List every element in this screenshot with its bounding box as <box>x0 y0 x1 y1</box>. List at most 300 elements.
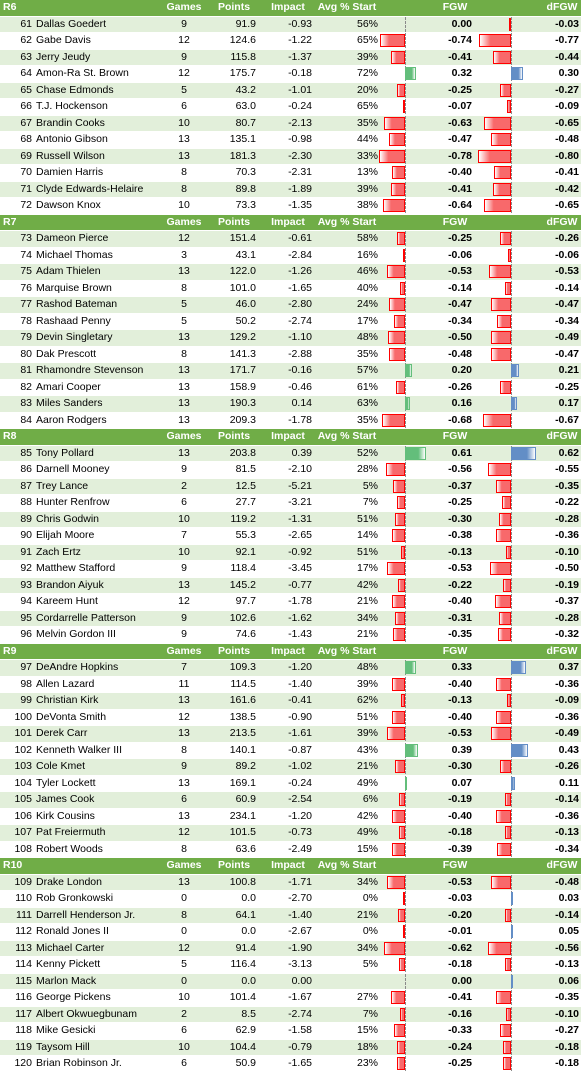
impact-cell: -3.21 <box>260 495 316 512</box>
fgw-header[interactable]: FGW <box>432 643 478 660</box>
fgw-bar <box>378 940 432 957</box>
dfgw-bar-fill <box>505 826 510 839</box>
player-name: Darrell Henderson Jr. <box>32 907 160 924</box>
games-header[interactable]: Games <box>160 0 208 16</box>
player-row <box>0 594 581 611</box>
axis-line <box>511 759 512 774</box>
dfgw-bar-fill <box>488 942 511 955</box>
rank-cell: 100 <box>0 709 32 726</box>
impact-cell: -2.49 <box>260 841 316 858</box>
dfgw-value: 0.11 <box>543 775 581 792</box>
player-row <box>0 1006 581 1023</box>
dfgw-bar <box>478 924 543 941</box>
fgw-bar-fill <box>405 67 416 80</box>
impact-cell: -2.80 <box>260 297 316 314</box>
axis-line <box>405 132 406 147</box>
impact-cell: -1.89 <box>260 181 316 198</box>
fgw-header[interactable]: FGW <box>432 0 478 16</box>
points-cell: 50.9 <box>208 1056 260 1073</box>
dfgw-value: -0.44 <box>543 49 581 66</box>
avg-start-header[interactable]: Avg % Start <box>316 858 378 875</box>
dfgw-value: -0.35 <box>543 990 581 1007</box>
dfgw-bar-fill <box>500 232 511 245</box>
fgw-value: 0.00 <box>432 16 478 33</box>
impact-header[interactable]: Impact <box>260 643 316 660</box>
fgw-bar-fill <box>398 909 405 922</box>
avg-start-cell: 61% <box>316 379 378 396</box>
dfgw-bar <box>478 313 543 330</box>
dfgw-value: -0.27 <box>543 1023 581 1040</box>
dfgw-bar-fill <box>505 282 511 295</box>
player-row <box>0 1056 581 1073</box>
games-cell: 13 <box>160 808 208 825</box>
player-name: Kenny Pickett <box>32 957 160 974</box>
rank-cell: 61 <box>0 16 32 33</box>
axis-line <box>405 182 406 197</box>
player-row <box>0 363 581 380</box>
axis-line <box>511 231 512 246</box>
avg-start-cell: 28% <box>316 462 378 479</box>
fgw-bar <box>378 264 432 281</box>
impact-header[interactable]: Impact <box>260 858 316 875</box>
axis-line <box>405 792 406 807</box>
avg-start-cell: 62% <box>316 693 378 710</box>
rank-cell: 110 <box>0 891 32 908</box>
avg-start-cell: 57% <box>316 363 378 380</box>
avg-start-cell: 49% <box>316 775 378 792</box>
fgw-bar-fill <box>395 612 405 625</box>
games-cell: 2 <box>160 478 208 495</box>
dfgw-bar <box>478 495 543 512</box>
avg-start-header[interactable]: Avg % Start <box>316 643 378 660</box>
dfgw-bar <box>478 99 543 116</box>
avg-start-cell: 17% <box>316 561 378 578</box>
axis-line <box>405 545 406 560</box>
dfgw-bar-fill <box>505 793 511 806</box>
games-cell: 5 <box>160 957 208 974</box>
axis-line <box>405 809 406 824</box>
games-cell: 9 <box>160 561 208 578</box>
impact-cell: -1.40 <box>260 676 316 693</box>
player-row <box>0 379 581 396</box>
avg-start-cell: 5% <box>316 478 378 495</box>
impact-cell: -0.61 <box>260 231 316 248</box>
rank-cell: 70 <box>0 165 32 182</box>
rank-cell: 88 <box>0 495 32 512</box>
fgw-value: -0.56 <box>432 462 478 479</box>
fgw-bar-fill <box>405 661 416 674</box>
axis-line <box>405 990 406 1005</box>
dfgw-bar-fill <box>491 331 511 344</box>
dfgw-bar-fill <box>508 249 510 262</box>
games-cell: 13 <box>160 693 208 710</box>
points-cell: 171.7 <box>208 363 260 380</box>
player-row <box>0 462 581 479</box>
games-cell: 12 <box>160 33 208 50</box>
player-row <box>0 396 581 413</box>
avg-start-cell: 42% <box>316 577 378 594</box>
games-cell: 13 <box>160 396 208 413</box>
avg-start-cell: 5% <box>316 957 378 974</box>
avg-start-cell: 20% <box>316 82 378 99</box>
points-cell: 100.8 <box>208 874 260 891</box>
player-name: Amon-Ra St. Brown <box>32 66 160 83</box>
points-cell: 64.1 <box>208 907 260 924</box>
dfgw-bar-fill <box>505 958 510 971</box>
fgw-bar <box>378 66 432 83</box>
player-name: Clyde Edwards-Helaire <box>32 181 160 198</box>
header-spacer <box>478 0 543 16</box>
dfgw-value: 0.37 <box>543 660 581 677</box>
fgw-header[interactable]: FGW <box>432 214 478 231</box>
rank-cell: 73 <box>0 231 32 248</box>
points-cell: 209.3 <box>208 412 260 429</box>
avg-start-cell: 39% <box>316 181 378 198</box>
dfgw-bar <box>478 676 543 693</box>
games-cell: 6 <box>160 99 208 116</box>
player-row <box>0 49 581 66</box>
fgw-bar <box>378 363 432 380</box>
avg-start-cell: 63% <box>316 396 378 413</box>
points-cell: 135.1 <box>208 132 260 149</box>
player-row <box>0 940 581 957</box>
avg-start-header[interactable]: Avg % Start <box>316 214 378 231</box>
player-row <box>0 891 581 908</box>
avg-start-cell: 15% <box>316 1023 378 1040</box>
player-name: Aaron Rodgers <box>32 412 160 429</box>
impact-cell: -2.30 <box>260 148 316 165</box>
dfgw-value: -0.28 <box>543 610 581 627</box>
games-header[interactable]: Games <box>160 429 208 446</box>
points-header[interactable]: Points <box>208 214 260 231</box>
fgw-bar-fill <box>382 414 405 427</box>
avg-start-cell: 56% <box>316 16 378 33</box>
points-cell: 0.0 <box>208 973 260 990</box>
axis-line <box>405 842 406 857</box>
axis-line <box>405 611 406 626</box>
player-name: Dak Prescott <box>32 346 160 363</box>
player-name: Damien Harris <box>32 165 160 182</box>
dfgw-bar <box>478 1023 543 1040</box>
fgw-bar-fill <box>379 150 405 163</box>
games-cell: 8 <box>160 907 208 924</box>
games-header[interactable]: Games <box>160 214 208 231</box>
fgw-bar-fill <box>405 364 412 377</box>
points-cell: 151.4 <box>208 231 260 248</box>
dfgw-bar-fill <box>511 925 513 938</box>
player-row <box>0 874 581 891</box>
avg-start-header[interactable]: Avg % Start <box>316 0 378 16</box>
points-cell: 109.3 <box>208 660 260 677</box>
impact-cell: -5.21 <box>260 478 316 495</box>
avg-start-cell: 48% <box>316 330 378 347</box>
dfgw-bar-fill <box>496 810 511 823</box>
dfgw-bar <box>478 148 543 165</box>
games-cell: 11 <box>160 676 208 693</box>
dfgw-value: -0.41 <box>543 165 581 182</box>
player-name: Marlon Mack <box>32 973 160 990</box>
fgw-bar <box>378 792 432 809</box>
player-name: Amari Cooper <box>32 379 160 396</box>
points-header[interactable]: Points <box>208 429 260 446</box>
player-row <box>0 445 581 462</box>
games-cell: 12 <box>160 940 208 957</box>
fgw-bar-fill <box>395 513 405 526</box>
games-cell: 13 <box>160 874 208 891</box>
player-row <box>0 330 581 347</box>
rank-cell: 80 <box>0 346 32 363</box>
impact-cell: -0.92 <box>260 544 316 561</box>
dfgw-value: 0.43 <box>543 742 581 759</box>
games-cell: 9 <box>160 627 208 644</box>
avg-start-cell: 14% <box>316 528 378 545</box>
fgw-bar <box>378 693 432 710</box>
fgw-bar-fill <box>392 810 406 823</box>
fgw-bar <box>378 247 432 264</box>
points-cell: 115.8 <box>208 49 260 66</box>
dfgw-value: -0.18 <box>543 1039 581 1056</box>
dfgw-header[interactable]: dFGW <box>543 643 581 660</box>
games-cell: 13 <box>160 577 208 594</box>
avg-start-cell: 34% <box>316 610 378 627</box>
axis-line <box>511 83 512 98</box>
games-cell: 9 <box>160 16 208 33</box>
dfgw-bar <box>478 66 543 83</box>
axis-line <box>511 957 512 972</box>
dfgw-bar <box>478 1006 543 1023</box>
fgw-bar <box>378 990 432 1007</box>
player-name: Russell Wilson <box>32 148 160 165</box>
impact-cell: -2.84 <box>260 247 316 264</box>
impact-cell: -1.20 <box>260 660 316 677</box>
dfgw-bar <box>478 693 543 710</box>
points-cell: 80.7 <box>208 115 260 132</box>
dfgw-bar <box>478 561 543 578</box>
player-row <box>0 957 581 974</box>
player-row <box>0 973 581 990</box>
dfgw-value: -0.65 <box>543 115 581 132</box>
dfgw-bar-fill <box>491 298 510 311</box>
player-name: Elijah Moore <box>32 528 160 545</box>
player-row <box>0 511 581 528</box>
points-cell: 74.6 <box>208 627 260 644</box>
player-row <box>0 627 581 644</box>
rank-cell: 97 <box>0 660 32 677</box>
impact-cell: -2.31 <box>260 165 316 182</box>
games-header[interactable]: Games <box>160 643 208 660</box>
fgw-value: 0.16 <box>432 396 478 413</box>
fgw-bar-fill <box>401 546 405 559</box>
dfgw-header[interactable]: dFGW <box>543 0 581 16</box>
dfgw-header[interactable]: dFGW <box>543 858 581 875</box>
fgw-value: -0.19 <box>432 792 478 809</box>
dfgw-bar <box>478 33 543 50</box>
player-row <box>0 825 581 842</box>
fgw-bar-fill <box>392 678 406 691</box>
player-name: Tyler Lockett <box>32 775 160 792</box>
player-name: Darnell Mooney <box>32 462 160 479</box>
avg-start-cell: 23% <box>316 1056 378 1073</box>
points-cell: 138.5 <box>208 709 260 726</box>
avg-start-header[interactable]: Avg % Start <box>316 429 378 446</box>
axis-line <box>405 627 406 642</box>
player-row <box>0 82 581 99</box>
dfgw-value: -0.56 <box>543 940 581 957</box>
points-cell: 97.7 <box>208 594 260 611</box>
dfgw-bar <box>478 973 543 990</box>
games-cell: 12 <box>160 231 208 248</box>
rank-cell: 91 <box>0 544 32 561</box>
axis-line <box>511 380 512 395</box>
impact-cell: -0.24 <box>260 775 316 792</box>
player-row <box>0 660 581 677</box>
rank-cell: 71 <box>0 181 32 198</box>
fgw-value: -0.62 <box>432 940 478 957</box>
points-header[interactable]: Points <box>208 643 260 660</box>
games-cell: 13 <box>160 379 208 396</box>
fgw-bar-fill <box>400 282 405 295</box>
dfgw-bar-fill <box>496 480 510 493</box>
player-row <box>0 759 581 776</box>
axis-line <box>405 1023 406 1038</box>
round-label: R8 <box>0 429 32 446</box>
fgw-value: -0.74 <box>432 33 478 50</box>
rank-cell: 102 <box>0 742 32 759</box>
games-cell: 0 <box>160 973 208 990</box>
impact-header[interactable]: Impact <box>260 214 316 231</box>
player-name: Kenneth Walker III <box>32 742 160 759</box>
fgw-bar-fill <box>405 744 418 757</box>
fgw-value: -0.14 <box>432 280 478 297</box>
dfgw-bar-fill <box>478 150 511 163</box>
dfgw-bar <box>478 264 543 281</box>
fgw-bar-fill <box>391 51 405 64</box>
dfgw-header[interactable]: dFGW <box>543 429 581 446</box>
points-header[interactable]: Points <box>208 858 260 875</box>
player-row <box>0 346 581 363</box>
axis-line <box>511 347 512 362</box>
axis-line <box>405 462 406 477</box>
dfgw-bar <box>478 132 543 149</box>
points-cell: 63.0 <box>208 99 260 116</box>
fgw-value: -0.64 <box>432 198 478 215</box>
player-name: Rashaad Penny <box>32 313 160 330</box>
dfgw-bar <box>478 841 543 858</box>
points-cell: 161.6 <box>208 693 260 710</box>
fgw-bar <box>378 478 432 495</box>
player-row <box>0 1023 581 1040</box>
player-row <box>0 775 581 792</box>
games-cell: 10 <box>160 1039 208 1056</box>
dfgw-bar-fill <box>511 661 526 674</box>
avg-start-cell: 15% <box>316 841 378 858</box>
dfgw-bar <box>478 346 543 363</box>
player-row <box>0 709 581 726</box>
dfgw-value: -0.47 <box>543 297 581 314</box>
dfgw-bar <box>478 49 543 66</box>
impact-header[interactable]: Impact <box>260 429 316 446</box>
axis-line <box>405 264 406 279</box>
points-cell: 27.7 <box>208 495 260 512</box>
rank-cell: 98 <box>0 676 32 693</box>
rank-cell: 117 <box>0 1006 32 1023</box>
fgw-bar-fill <box>397 1057 405 1070</box>
player-row <box>0 676 581 693</box>
axis-line <box>511 561 512 576</box>
points-cell: 181.3 <box>208 148 260 165</box>
axis-line <box>511 825 512 840</box>
axis-line <box>405 924 406 939</box>
fgw-bar-fill <box>395 760 405 773</box>
points-cell: 92.1 <box>208 544 260 561</box>
axis-line <box>405 1056 406 1071</box>
impact-cell: -1.58 <box>260 1023 316 1040</box>
fgw-bar <box>378 33 432 50</box>
fgw-bar <box>378 280 432 297</box>
header-spacer <box>478 643 543 660</box>
rank-cell: 103 <box>0 759 32 776</box>
games-cell: 13 <box>160 264 208 281</box>
rank-cell: 77 <box>0 297 32 314</box>
dfgw-bar <box>478 957 543 974</box>
player-row <box>0 907 581 924</box>
fgw-bar <box>378 726 432 743</box>
impact-cell: -0.90 <box>260 709 316 726</box>
dfgw-header[interactable]: dFGW <box>543 214 581 231</box>
player-name: Michael Thomas <box>32 247 160 264</box>
axis-line <box>405 561 406 576</box>
points-cell: 158.9 <box>208 379 260 396</box>
avg-start-cell: 21% <box>316 759 378 776</box>
axis-line <box>405 710 406 725</box>
games-header[interactable]: Games <box>160 858 208 875</box>
rank-cell: 118 <box>0 1023 32 1040</box>
player-name: Chris Godwin <box>32 511 160 528</box>
player-name: Dameon Pierce <box>32 231 160 248</box>
fgw-header[interactable]: FGW <box>432 858 478 875</box>
impact-header[interactable]: Impact <box>260 0 316 16</box>
axis-line <box>511 149 512 164</box>
rank-cell: 109 <box>0 874 32 891</box>
points-header[interactable]: Points <box>208 0 260 16</box>
fgw-bar <box>378 462 432 479</box>
fgw-value: 0.39 <box>432 742 478 759</box>
rank-cell: 99 <box>0 693 32 710</box>
player-row <box>0 148 581 165</box>
fgw-value: 0.61 <box>432 445 478 462</box>
axis-line <box>511 726 512 741</box>
fgw-bar <box>378 544 432 561</box>
points-cell: 101.0 <box>208 280 260 297</box>
player-name: Jerry Jeudy <box>32 49 160 66</box>
fgw-bar <box>378 49 432 66</box>
player-name: Adam Thielen <box>32 264 160 281</box>
player-name: Derek Carr <box>32 726 160 743</box>
fgw-bar-fill <box>397 1041 405 1054</box>
player-row <box>0 610 581 627</box>
axis-line <box>511 297 512 312</box>
points-cell: 122.0 <box>208 264 260 281</box>
axis-line <box>405 83 406 98</box>
points-cell: 91.4 <box>208 940 260 957</box>
round-label: R6 <box>0 0 32 16</box>
dfgw-bar-fill <box>511 447 536 460</box>
dfgw-value: -0.55 <box>543 462 581 479</box>
rank-cell: 114 <box>0 957 32 974</box>
dfgw-bar <box>478 115 543 132</box>
round-header <box>0 214 581 231</box>
fgw-header[interactable]: FGW <box>432 429 478 446</box>
